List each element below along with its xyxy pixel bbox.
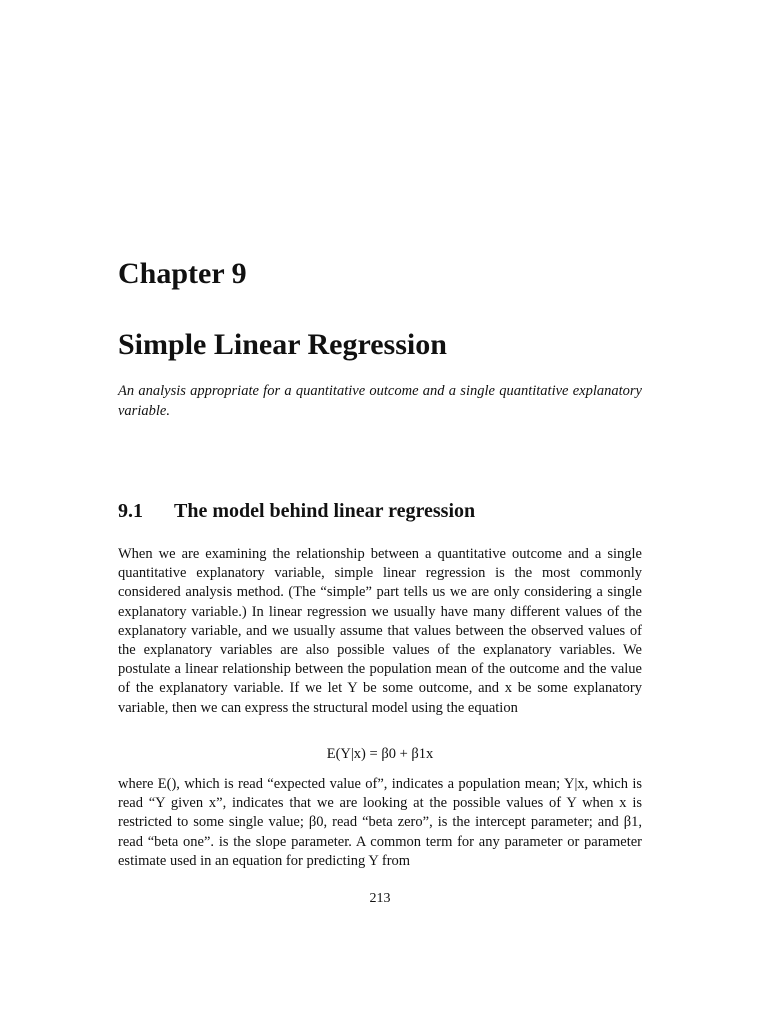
regression-equation: E(Y|x) = β0 + β1x: [326, 746, 434, 762]
chapter-label: Chapter 9: [118, 257, 247, 290]
chapter-title: Simple Linear Regression: [118, 328, 447, 361]
body-paragraph-1: When we are examining the relationship between a quantitative outcome and a single quantitative explanatory variable, simple linear regression is the most commonly considered analysis method. (The “simple” part tells us we are only considering a single explanatory variable.) In linear regression we usually have many different values of the explanatory variable, and we usually assume that values between the observed values of the explanatory variables are also possible values of the explanatory variables. We postulate a linear relationship between the population mean of the outcome and the value of the explanatory variable. If we let Y be some outcome, and x be some explanatory variable, then we can express the structural model using the equation: [118, 546, 642, 716]
chapter-epigraph: An analysis appropriate for a quantitative outcome and a single quantitative explanatory variable.: [118, 383, 642, 419]
body-paragraph-2: where E(), which is read “expected value of”, indicates a population mean; Y|x, which is read “Y given x”, indicates that we are looking at the possible values of Y when x is restricted to some single value; β0, read “beta zero”, is the intercept parameter; and β1, read “beta one”. is the slope parameter. A common term for any parameter or parameter estimate used in an equation for predicting Y from: [118, 776, 642, 869]
page-number: 213: [369, 891, 391, 906]
section-title: The model behind linear regression: [174, 500, 476, 522]
section-number: 9.1: [118, 500, 143, 522]
section-heading: [118, 498, 475, 524]
